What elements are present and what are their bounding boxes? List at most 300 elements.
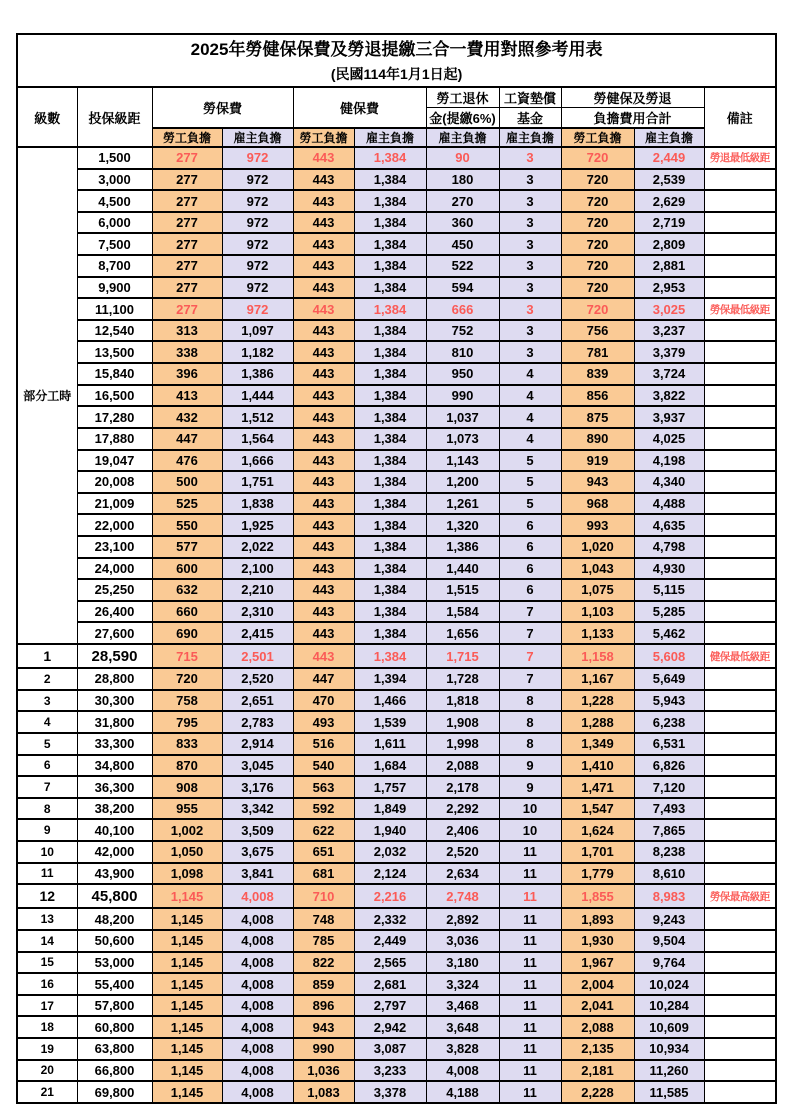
bracket-cell: 55,400 [77,973,152,995]
value-cell: 2,634 [426,863,499,885]
value-cell: 1,384 [354,298,426,320]
value-cell: 1,145 [152,1060,222,1082]
value-cell: 1,020 [561,536,634,558]
value-cell: 8 [499,711,561,733]
value-cell: 1,384 [354,406,426,428]
value-cell: 756 [561,320,634,342]
subheader-wage-fund-employer: 雇主負擔 [499,128,561,147]
bracket-cell: 63,800 [77,1038,152,1060]
value-cell: 1,384 [354,255,426,277]
note-cell [704,733,776,755]
value-cell: 1,386 [426,536,499,558]
table-row [17,558,776,580]
value-cell: 1,751 [222,471,293,493]
value-cell: 11 [499,1016,561,1038]
value-cell: 943 [561,471,634,493]
value-cell: 1,145 [152,973,222,995]
value-cell: 748 [293,908,354,930]
value-cell: 7 [499,668,561,690]
value-cell: 1,145 [152,995,222,1017]
value-cell: 2,719 [634,212,704,234]
level-cell: 7 [17,776,77,798]
table-row [17,406,776,428]
level-cell: 16 [17,973,77,995]
note-cell [704,212,776,234]
value-cell: 2,783 [222,711,293,733]
value-cell: 443 [293,471,354,493]
value-cell: 1,728 [426,668,499,690]
bracket-cell: 27,600 [77,622,152,644]
title-block [17,34,776,87]
value-cell: 3,675 [222,841,293,863]
value-cell: 1,624 [561,819,634,841]
level-cell: 1 [17,644,77,668]
bracket-cell: 69,800 [77,1081,152,1103]
value-cell: 839 [561,363,634,385]
value-cell: 1,547 [561,798,634,820]
table-row [17,579,776,601]
value-cell: 443 [293,190,354,212]
value-cell: 2,748 [426,884,499,908]
col-header-note: 備註 [704,87,776,147]
value-cell: 470 [293,690,354,712]
value-cell: 4,008 [222,973,293,995]
value-cell: 3,087 [354,1038,426,1060]
value-cell: 3,233 [354,1060,426,1082]
value-cell: 720 [561,190,634,212]
value-cell: 1,043 [561,558,634,580]
value-cell: 3 [499,277,561,299]
value-cell: 1,471 [561,776,634,798]
bracket-cell: 38,200 [77,798,152,820]
value-cell: 1,384 [354,147,426,169]
level-cell: 19 [17,1038,77,1060]
col-header-wage-fund-line2: 基金 [499,108,561,129]
value-cell: 443 [293,406,354,428]
value-cell: 4,198 [634,450,704,472]
value-cell: 563 [293,776,354,798]
value-cell: 3,180 [426,952,499,974]
table-row [17,755,776,777]
table-row [17,255,776,277]
value-cell: 277 [152,277,222,299]
value-cell: 577 [152,536,222,558]
note-cell [704,1081,776,1103]
value-cell: 11 [499,1081,561,1103]
value-cell: 1,440 [426,558,499,580]
table-row [17,841,776,863]
value-cell: 2,881 [634,255,704,277]
value-cell: 6 [499,579,561,601]
value-cell: 2,088 [561,1016,634,1038]
value-cell: 6 [499,514,561,536]
value-cell: 1,444 [222,385,293,407]
table-row [17,363,776,385]
subheader-health-employee: 勞工負擔 [293,128,354,147]
value-cell: 990 [293,1038,354,1060]
value-cell: 822 [293,952,354,974]
subheader-labor-employer: 雇主負擔 [222,128,293,147]
value-cell: 6 [499,536,561,558]
value-cell: 277 [152,147,222,169]
note-cell [704,450,776,472]
value-cell: 1,666 [222,450,293,472]
premium-reference-table [16,33,777,1104]
table-row [17,298,776,320]
level-cell: 13 [17,908,77,930]
value-cell: 443 [293,277,354,299]
note-cell [704,601,776,623]
value-cell: 11 [499,930,561,952]
table-row [17,863,776,885]
table-row [17,995,776,1017]
value-cell: 1,384 [354,493,426,515]
value-cell: 896 [293,995,354,1017]
bracket-cell: 7,500 [77,233,152,255]
value-cell: 4 [499,363,561,385]
bracket-cell: 33,300 [77,733,152,755]
table-row [17,233,776,255]
value-cell: 1,384 [354,450,426,472]
subheader-pension-employer: 雇主負擔 [426,128,499,147]
value-cell: 6,826 [634,755,704,777]
value-cell: 7,120 [634,776,704,798]
value-cell: 516 [293,733,354,755]
value-cell: 2,914 [222,733,293,755]
value-cell: 2,520 [222,668,293,690]
value-cell: 7,493 [634,798,704,820]
value-cell: 11,585 [634,1081,704,1103]
value-cell: 972 [222,147,293,169]
level-cell: 17 [17,995,77,1017]
value-cell: 1,143 [426,450,499,472]
value-cell: 1,384 [354,341,426,363]
col-header-total-line1: 勞健保及勞退 [561,87,704,108]
value-cell: 1,349 [561,733,634,755]
value-cell: 443 [293,622,354,644]
value-cell: 1,940 [354,819,426,841]
table-row [17,428,776,450]
value-cell: 7,865 [634,819,704,841]
bracket-cell: 36,300 [77,776,152,798]
bracket-cell: 8,700 [77,255,152,277]
value-cell: 1,182 [222,341,293,363]
value-cell: 720 [561,212,634,234]
value-cell: 443 [293,536,354,558]
value-cell: 7 [499,622,561,644]
value-cell: 3,937 [634,406,704,428]
value-cell: 720 [561,169,634,191]
table-row [17,1016,776,1038]
value-cell: 1,998 [426,733,499,755]
value-cell: 752 [426,320,499,342]
value-cell: 720 [561,255,634,277]
value-cell: 413 [152,385,222,407]
level-cell: 6 [17,755,77,777]
value-cell: 1,384 [354,471,426,493]
subheader-total-employer: 雇主負擔 [634,128,704,147]
value-cell: 1,075 [561,579,634,601]
value-cell: 10 [499,819,561,841]
bracket-cell: 22,000 [77,514,152,536]
value-cell: 5 [499,493,561,515]
note-cell: 健保最低級距 [704,644,776,668]
level-cell: 5 [17,733,77,755]
value-cell: 2,797 [354,995,426,1017]
level-cell: 20 [17,1060,77,1082]
table-row [17,908,776,930]
value-cell: 972 [222,212,293,234]
col-header-pension-line2: 金(提繳6%) [426,108,499,129]
value-cell: 11 [499,884,561,908]
value-cell: 3 [499,298,561,320]
value-cell: 1,050 [152,841,222,863]
value-cell: 493 [293,711,354,733]
value-cell: 3,724 [634,363,704,385]
bracket-cell: 1,500 [77,147,152,169]
value-cell: 720 [561,147,634,169]
value-cell: 600 [152,558,222,580]
col-header-level: 級數 [17,87,77,147]
value-cell: 856 [561,385,634,407]
value-cell: 2,216 [354,884,426,908]
value-cell: 5,608 [634,644,704,668]
value-cell: 908 [152,776,222,798]
value-cell: 1,200 [426,471,499,493]
value-cell: 1,701 [561,841,634,863]
value-cell: 4,340 [634,471,704,493]
table-row [17,169,776,191]
value-cell: 2,449 [354,930,426,952]
value-cell: 5,462 [634,622,704,644]
value-cell: 660 [152,601,222,623]
col-header-bracket: 投保級距 [77,87,152,147]
value-cell: 1,757 [354,776,426,798]
bracket-cell: 40,100 [77,819,152,841]
table-row [17,711,776,733]
table-row [17,320,776,342]
value-cell: 1,849 [354,798,426,820]
note-cell [704,514,776,536]
value-cell: 720 [152,668,222,690]
value-cell: 4,635 [634,514,704,536]
note-cell: 勞保最低級距 [704,298,776,320]
value-cell: 1,384 [354,536,426,558]
value-cell: 443 [293,233,354,255]
value-cell: 1,564 [222,428,293,450]
bracket-cell: 50,600 [77,930,152,952]
value-cell: 919 [561,450,634,472]
value-cell: 990 [426,385,499,407]
note-cell [704,320,776,342]
table-row [17,514,776,536]
value-cell: 2,004 [561,973,634,995]
value-cell: 2,332 [354,908,426,930]
value-cell: 875 [561,406,634,428]
value-cell: 8 [499,690,561,712]
bracket-cell: 43,900 [77,863,152,885]
value-cell: 4,008 [222,995,293,1017]
bracket-cell: 20,008 [77,471,152,493]
value-cell: 2,892 [426,908,499,930]
value-cell: 950 [426,363,499,385]
note-cell [704,558,776,580]
value-cell: 2,178 [426,776,499,798]
note-cell [704,579,776,601]
value-cell: 1,384 [354,190,426,212]
value-cell: 1,083 [293,1081,354,1103]
bracket-cell: 11,100 [77,298,152,320]
value-cell: 277 [152,233,222,255]
value-cell: 1,145 [152,952,222,974]
table-row [17,277,776,299]
value-cell: 550 [152,514,222,536]
value-cell: 443 [293,450,354,472]
value-cell: 443 [293,644,354,668]
value-cell: 720 [561,277,634,299]
value-cell: 1,967 [561,952,634,974]
note-cell [704,863,776,885]
table-row [17,147,776,169]
note-cell [704,341,776,363]
value-cell: 3,379 [634,341,704,363]
value-cell: 1,855 [561,884,634,908]
value-cell: 4,488 [634,493,704,515]
bracket-cell: 21,009 [77,493,152,515]
value-cell: 3 [499,169,561,191]
value-cell: 3,036 [426,930,499,952]
value-cell: 1,002 [152,819,222,841]
value-cell: 2,124 [354,863,426,885]
value-cell: 3,648 [426,1016,499,1038]
value-cell: 1,384 [354,428,426,450]
value-cell: 9,243 [634,908,704,930]
bracket-cell: 31,800 [77,711,152,733]
value-cell: 11 [499,863,561,885]
value-cell: 4 [499,385,561,407]
value-cell: 3 [499,320,561,342]
value-cell: 3,324 [426,973,499,995]
value-cell: 4,008 [222,1081,293,1103]
value-cell: 3 [499,147,561,169]
value-cell: 476 [152,450,222,472]
value-cell: 1,466 [354,690,426,712]
table-row [17,212,776,234]
value-cell: 1,512 [222,406,293,428]
level-cell: 11 [17,863,77,885]
note-cell [704,363,776,385]
value-cell: 11 [499,1038,561,1060]
table-row [17,536,776,558]
value-cell: 993 [561,514,634,536]
value-cell: 1,384 [354,233,426,255]
value-cell: 443 [293,298,354,320]
value-cell: 443 [293,493,354,515]
value-cell: 10,934 [634,1038,704,1060]
note-cell [704,277,776,299]
value-cell: 2,406 [426,819,499,841]
value-cell: 4 [499,406,561,428]
value-cell: 525 [152,493,222,515]
value-cell: 3,378 [354,1081,426,1103]
table-row [17,450,776,472]
value-cell: 1,515 [426,579,499,601]
table-row [17,1081,776,1103]
table-row [17,776,776,798]
value-cell: 500 [152,471,222,493]
value-cell: 2,100 [222,558,293,580]
bracket-cell: 45,800 [77,884,152,908]
value-cell: 890 [561,428,634,450]
value-cell: 4,008 [222,908,293,930]
value-cell: 1,384 [354,212,426,234]
level-cell: 18 [17,1016,77,1038]
value-cell: 6,531 [634,733,704,755]
value-cell: 2,539 [634,169,704,191]
value-cell: 90 [426,147,499,169]
value-cell: 1,386 [222,363,293,385]
table-row [17,668,776,690]
value-cell: 1,925 [222,514,293,536]
table-row [17,601,776,623]
note-cell [704,798,776,820]
value-cell: 5,943 [634,690,704,712]
value-cell: 2,953 [634,277,704,299]
value-cell: 1,818 [426,690,499,712]
note-cell [704,1016,776,1038]
note-cell [704,668,776,690]
value-cell: 681 [293,863,354,885]
bracket-cell: 23,100 [77,536,152,558]
page-title: 2025年勞健保保費及勞退提繳三合一費用對照參考用表 [190,39,603,59]
value-cell: 2,292 [426,798,499,820]
value-cell: 1,715 [426,644,499,668]
bracket-cell: 3,000 [77,169,152,191]
value-cell: 443 [293,558,354,580]
value-cell: 943 [293,1016,354,1038]
value-cell: 443 [293,385,354,407]
table-row [17,190,776,212]
note-cell [704,622,776,644]
table-row [17,493,776,515]
table-row [17,385,776,407]
table-row [17,1038,776,1060]
value-cell: 2,520 [426,841,499,863]
value-cell: 2,228 [561,1081,634,1103]
value-cell: 5,115 [634,579,704,601]
value-cell: 972 [222,190,293,212]
value-cell: 2,210 [222,579,293,601]
value-cell: 2,415 [222,622,293,644]
value-cell: 1,384 [354,558,426,580]
value-cell: 277 [152,255,222,277]
value-cell: 2,565 [354,952,426,974]
part-time-section-cell: 部分工時 [17,147,77,644]
value-cell: 3,025 [634,298,704,320]
value-cell: 1,656 [426,622,499,644]
value-cell: 1,145 [152,930,222,952]
value-cell: 2,088 [426,755,499,777]
value-cell: 592 [293,798,354,820]
note-cell [704,1060,776,1082]
value-cell: 5 [499,450,561,472]
value-cell: 1,908 [426,711,499,733]
note-cell [704,190,776,212]
value-cell: 5,649 [634,668,704,690]
value-cell: 4,008 [222,952,293,974]
col-header-health-insurance: 健保費 [293,87,426,128]
value-cell: 450 [426,233,499,255]
